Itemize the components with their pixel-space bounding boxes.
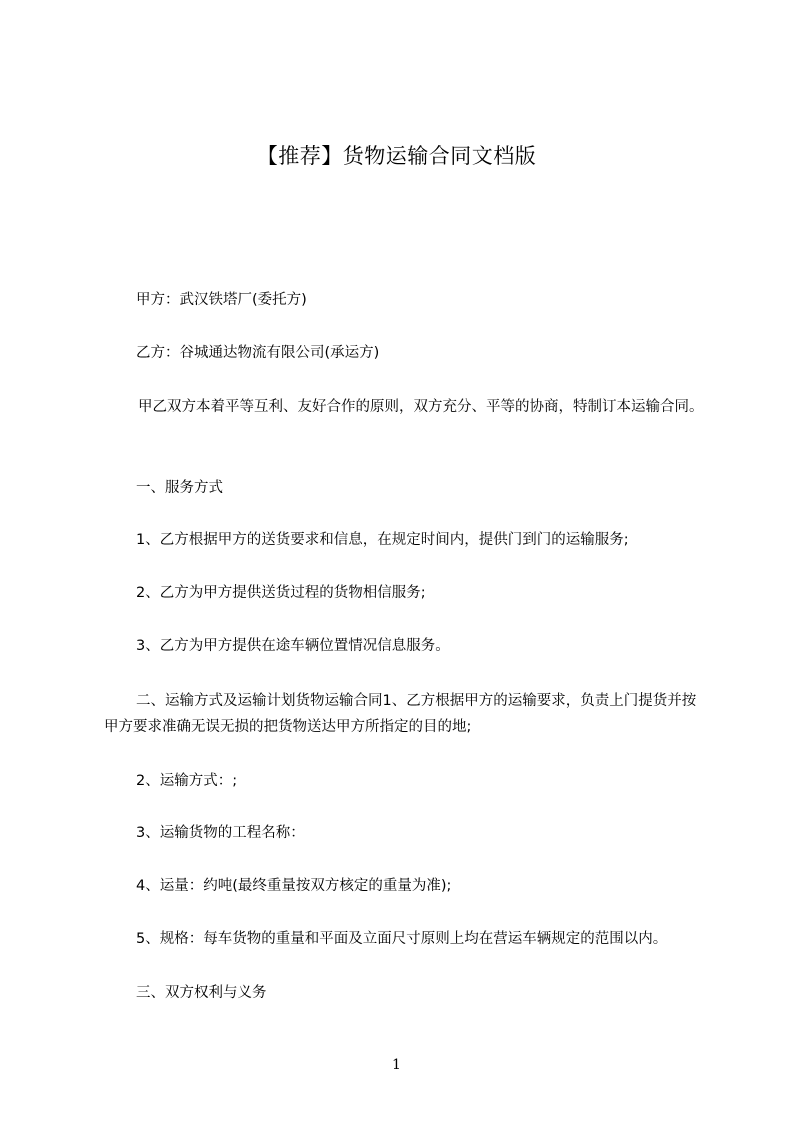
section-2-item-5: 5、规格：每车货物的重量和平面及立面尺寸原则上均在营运车辆规定的范围以内。 xyxy=(136,931,668,947)
section-2-paragraph: 二、运输方式及运输计划货物运输合同1、乙方根据甲方的运输要求，负责上门提货并按甲方要求准确无误无损的把货物送达甲方所指定的目的地; xyxy=(104,693,697,735)
section-2-item-3: 3、运输货物的工程名称： xyxy=(136,825,305,841)
document-title: 【推荐】货物运输合同文档版 xyxy=(256,144,537,168)
party-a-line: 甲方：武汉铁塔厂(委托方) xyxy=(136,292,307,308)
intro-paragraph: 甲乙双方本着平等互利、友好合作的原则，双方充分、平等的协商，特制订本运输合同。 xyxy=(138,399,704,415)
party-b-line: 乙方：谷城通达物流有限公司(承运方) xyxy=(136,345,380,361)
section-2-item-2: 2、运输方式：; xyxy=(136,773,238,789)
section-1-item-3: 3、乙方为甲方提供在途车辆位置情况信息服务。 xyxy=(136,638,450,654)
section-1-item-2: 2、乙方为甲方提供送货过程的货物相信服务; xyxy=(136,585,426,601)
section-2-item-4: 4、运量：约吨(最终重量按双方核定的重量为准); xyxy=(136,878,452,894)
section-3-heading: 三、双方权利与义务 xyxy=(136,985,267,1001)
section-1-heading: 一、服务方式 xyxy=(136,480,223,496)
section-1-item-1: 1、乙方根据甲方的送货要求和信息，在规定时间内，提供门到门的运输服务; xyxy=(136,532,629,548)
page-number: 1 xyxy=(392,1057,401,1073)
